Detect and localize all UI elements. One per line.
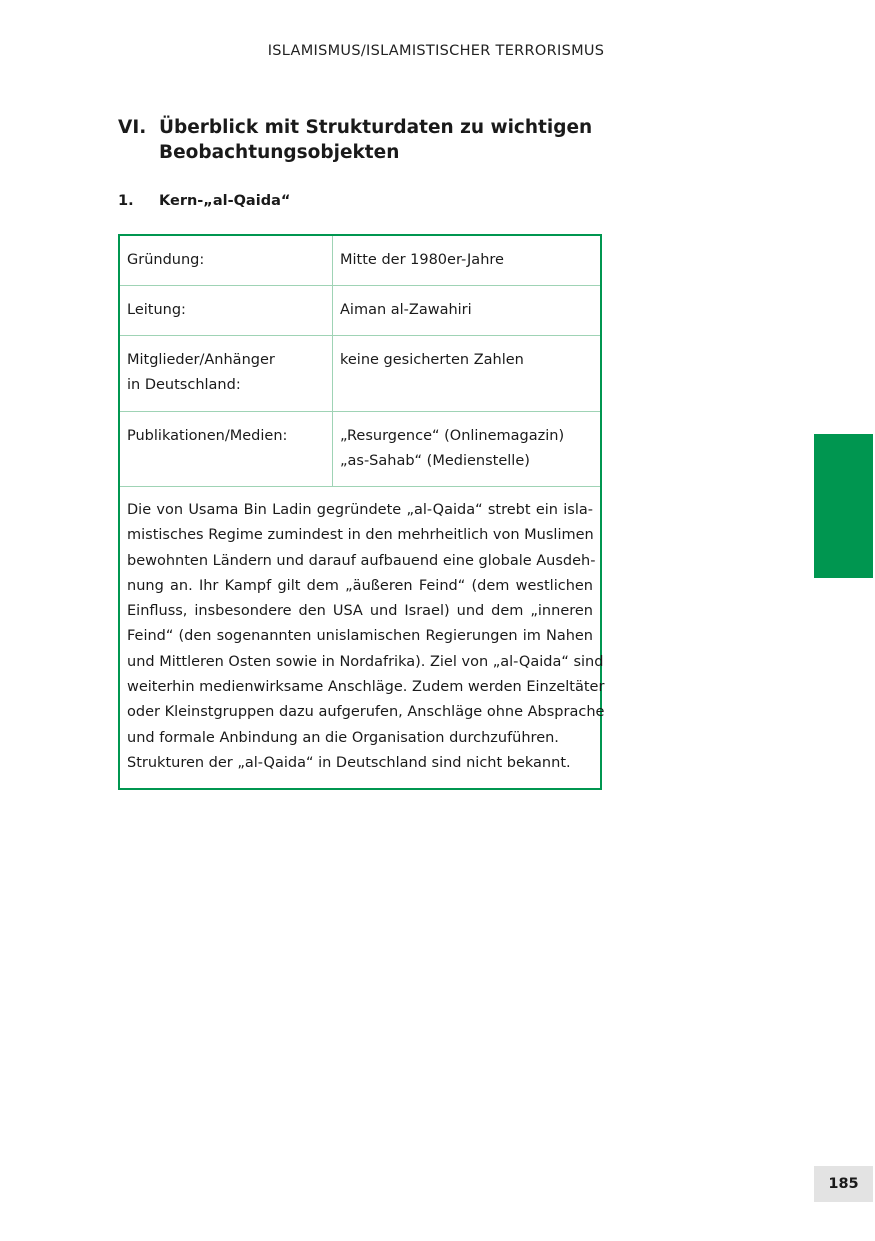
subsection-heading — [118, 193, 290, 209]
description-line: nung an. Ihr Kampf gilt dem „äußeren Feind“ (dem westlichen — [127, 577, 593, 594]
section-title-line: Beobachtungsobjekten — [159, 142, 400, 163]
description-line: Die von Usama Bin Ladin gegründete „al-Qaida“ strebt ein isla- — [127, 502, 593, 518]
profile-label-line: in Deutschland: — [127, 377, 241, 393]
description-line: und Mittleren Osten sowie in Nordafrika). Ziel von „al-Qaida“ sind — [127, 653, 604, 670]
profile-row-leadership — [120, 286, 600, 336]
subsection-title: Kern-„al-Qaida“ — [159, 193, 291, 209]
profile-value: keine gesicherten Zahlen — [340, 352, 524, 368]
section-title — [159, 115, 592, 165]
profile-row-publications — [120, 412, 600, 487]
running-header: ISLAMISMUS/ISLAMISTISCHER TERRORISMUS — [267, 43, 605, 59]
profile-value: Aiman al-Zawahiri — [340, 302, 472, 318]
section-number: VI. — [118, 117, 147, 138]
description-line: bewohnten Ländern und darauf aufbauend eine globale Ausdeh- — [127, 552, 596, 569]
profile-description — [120, 487, 605, 788]
description-line: Einfluss, insbesondere den USA und Israel) und dem „inneren — [127, 603, 593, 620]
profile-value-line: „as-Sahab“ (Medienstelle) — [340, 453, 530, 469]
subsection-number: 1. — [118, 193, 134, 209]
profile-label: Gründung: — [120, 236, 333, 285]
description-line: mistisches Regime zumindest in den mehrheitlich von Muslimen — [127, 527, 594, 544]
section-title-line: Überblick mit Strukturdaten zu wichtigen — [159, 117, 593, 138]
chapter-tab-marker — [814, 434, 873, 578]
profile-row-members — [120, 336, 600, 412]
profile-value-line: „Resurgence“ (Onlinemagazin) — [340, 428, 565, 444]
profile-label-line: Mitglieder/Anhänger — [127, 352, 275, 368]
profile-box — [118, 234, 605, 790]
profile-label — [120, 336, 333, 411]
description-line: Strukturen der „al-Qaida“ in Deutschland sind nicht bekannt. — [127, 754, 571, 771]
profile-value — [333, 412, 600, 486]
page-number: 185 — [814, 1166, 873, 1202]
section-heading — [118, 115, 598, 165]
profile-value: Mitte der 1980er-Jahre — [340, 252, 504, 268]
description-line: Feind“ (den sogenannten unislamischen Regierungen im Nahen — [127, 628, 593, 645]
profile-row-founding — [120, 236, 600, 286]
profile-label: Publikationen/Medien: — [120, 412, 333, 486]
profile-label: Leitung: — [120, 286, 333, 335]
description-line: und formale Anbindung an die Organisation durchzuführen. — [127, 729, 559, 746]
description-line: oder Kleinstgruppen dazu aufgerufen, Anschläge ohne Absprache — [127, 704, 605, 721]
description-line: weiterhin medienwirksame Anschläge. Zudem werden Einzeltäter — [127, 679, 605, 696]
